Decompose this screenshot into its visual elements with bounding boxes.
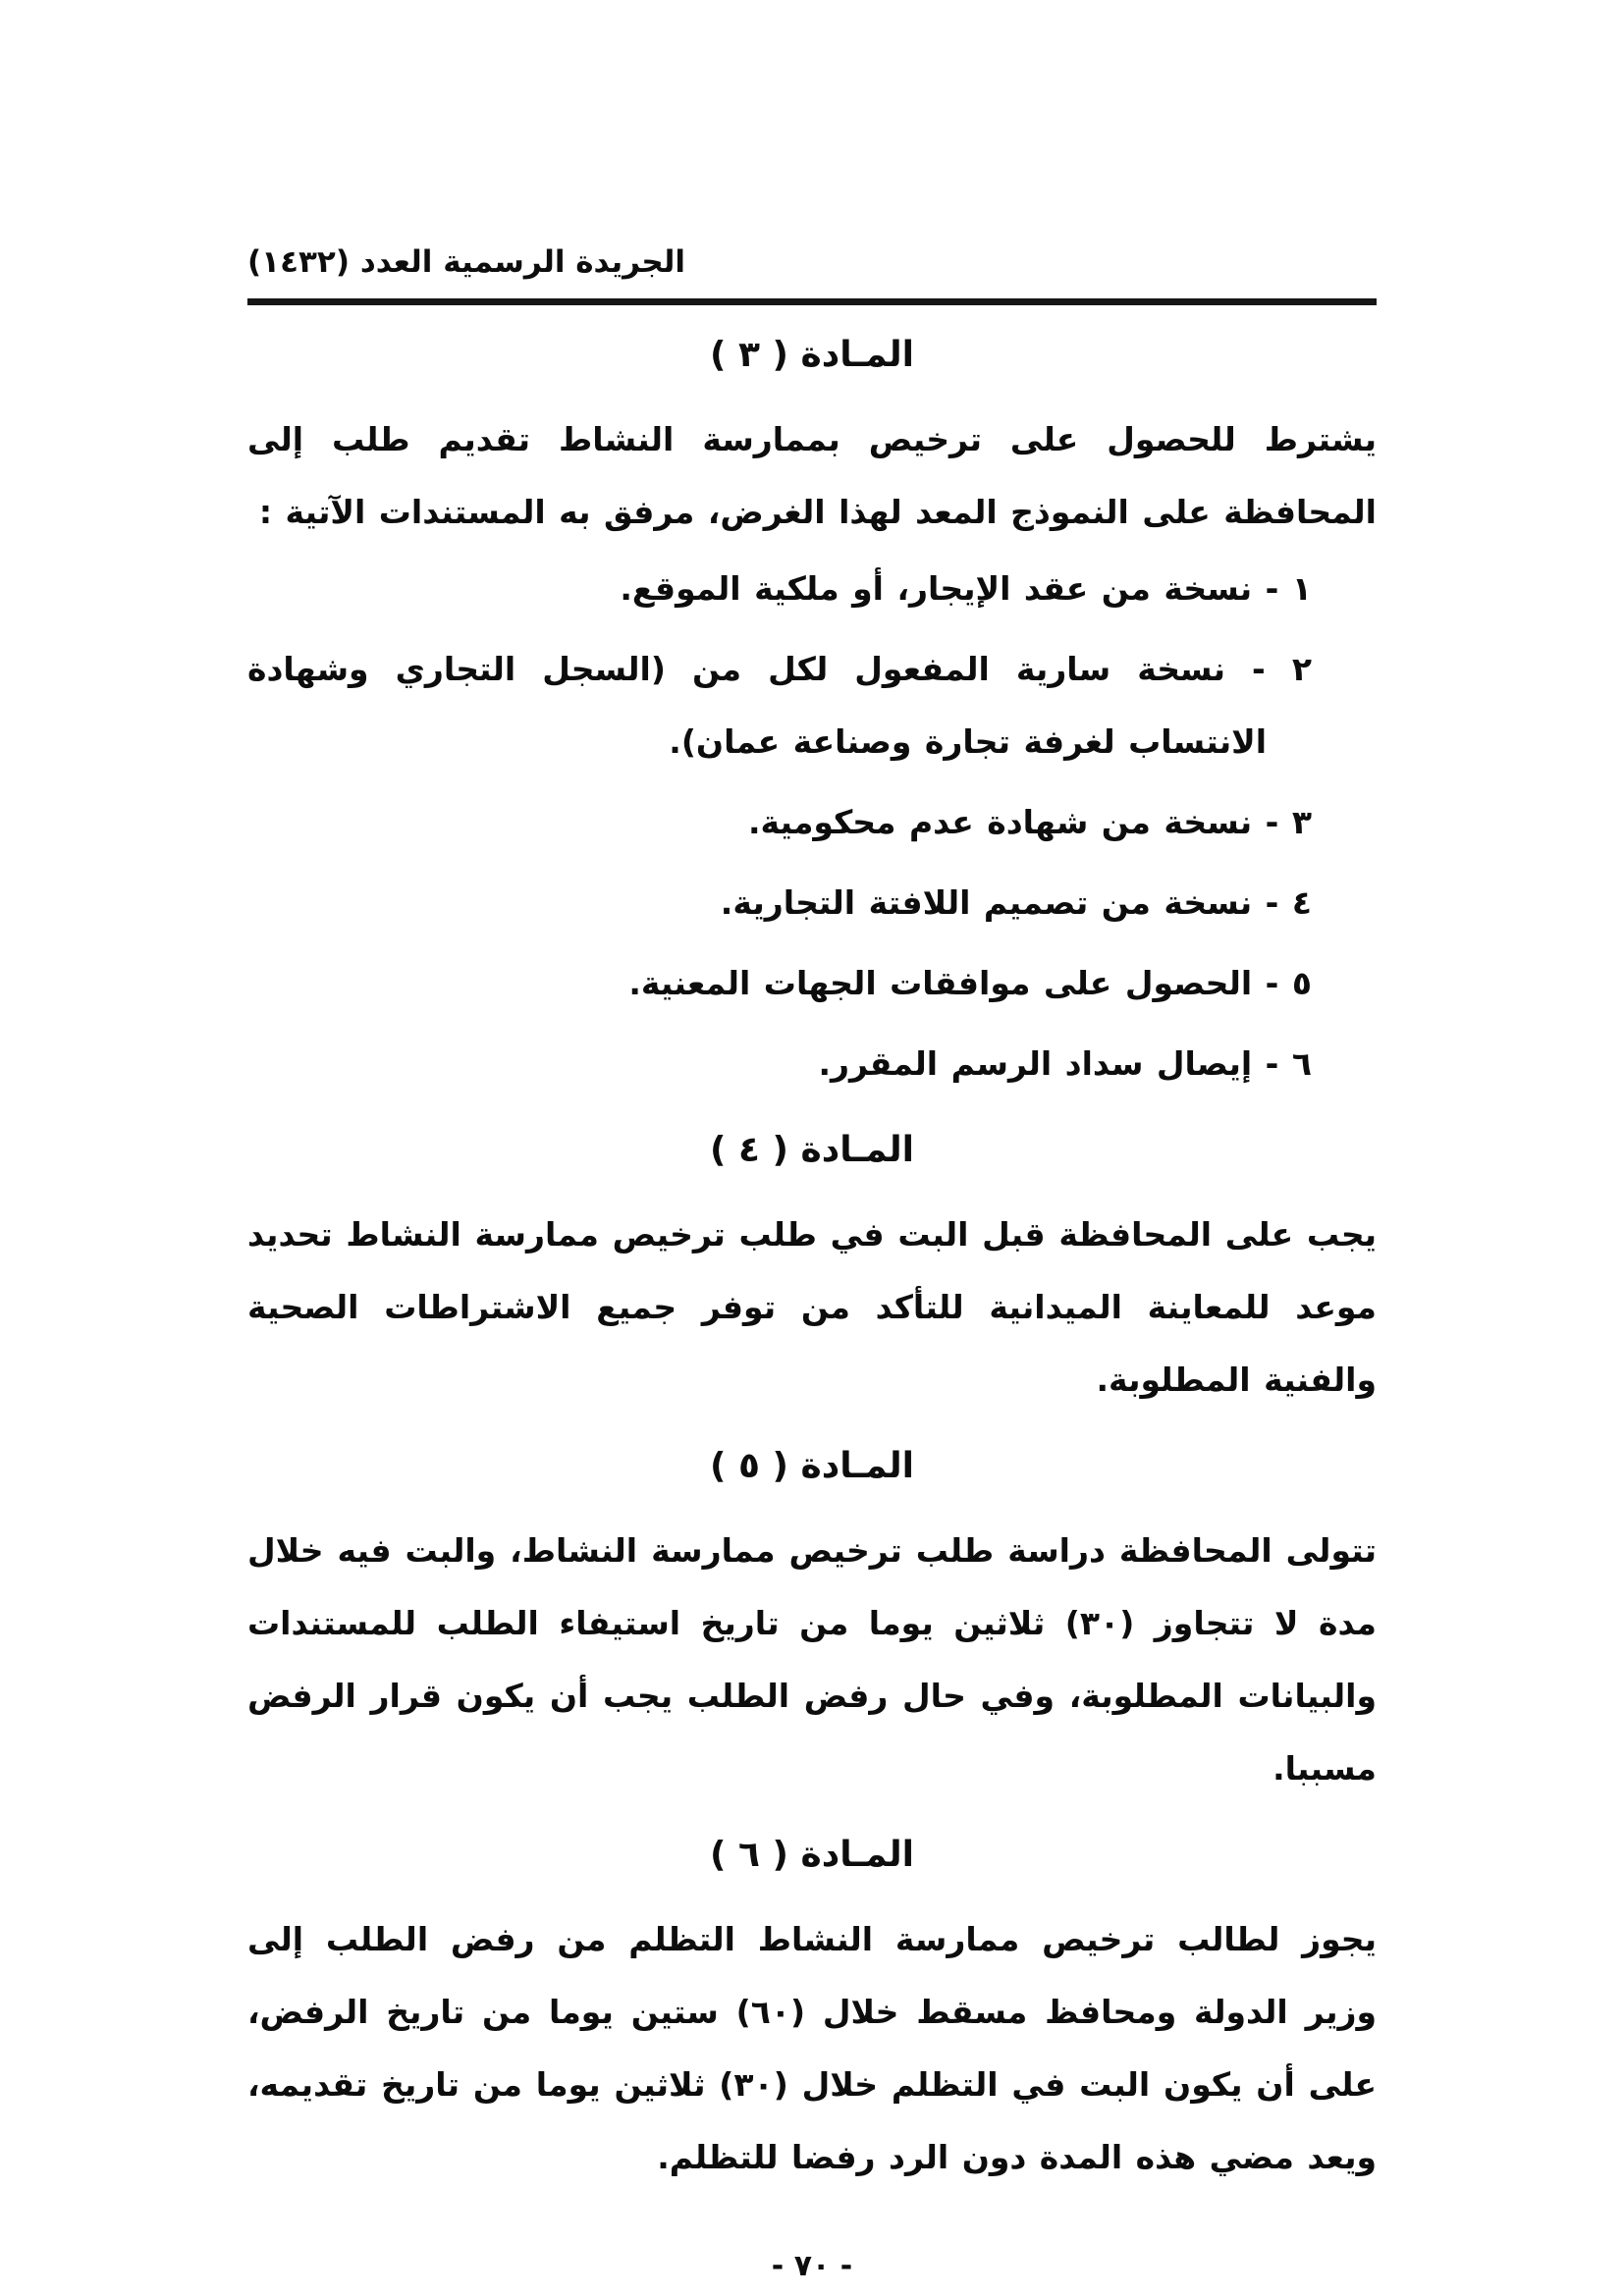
article-5 [247, 1430, 1377, 1805]
article-4 [247, 1114, 1377, 1416]
gazette-issue-label: الجريدة الرسمية العدد (١٤٣٢) [247, 244, 685, 280]
article-3-title: المـادة ( ٣ ) [709, 335, 915, 375]
article-4-title: المـادة ( ٤ ) [709, 1130, 915, 1170]
article-5-title: المـادة ( ٥ ) [709, 1446, 915, 1486]
list-item-2: ٢ - نسخة سارية المفعول لكل من (السجل التجاري وشهادة الانتساب لغرفة تجارة وصناعة عمان). [247, 650, 1312, 761]
header-rule [247, 298, 1377, 305]
article-6-body: يجوز لطالب ترخيص ممارسة النشاط التظلم من رفض الطلب إلى وزير الدولة ومحافظ مسقط خلال (٦٠) ستين يوما من تاريخ الرفض، على أن يكون البت في التظلم خلال (٣٠) ثلاثين يوما من تاريخ تقديمه، ويعد مضي هذه المدة دون الرد رفضا للتظلم. [247, 1920, 1377, 2176]
document-body [247, 319, 1377, 2194]
article-3-intro: يشترط للحصول على ترخيص بممارسة النشاط تقديم طلب إلى المحافظة على النموذج المعد لهذا الغرض، مرفق به المستندات الآتية : [247, 420, 1377, 531]
page-footer [247, 2249, 1377, 2283]
list-item-6: ٦ - إيصال سداد الرسم المقرر. [818, 1044, 1312, 1083]
list-item-1: ١ - نسخة من عقد الإيجار، أو ملكية الموقع. [620, 569, 1312, 608]
page-header [247, 241, 1377, 305]
article-6 [247, 1819, 1377, 2194]
list-item-3: ٣ - نسخة من شهادة عدم محكومية. [747, 803, 1312, 841]
list-item-5: ٥ - الحصول على موافقات الجهات المعنية. [628, 964, 1312, 1002]
article-6-title: المـادة ( ٦ ) [709, 1835, 915, 1875]
article-3-requirements-list [247, 553, 1377, 1100]
article-3 [247, 319, 1377, 1100]
article-5-body: تتولى المحافظة دراسة طلب ترخيص ممارسة النشاط، والبت فيه خلال مدة لا تتجاوز (٣٠) ثلاثين يوما من تاريخ استيفاء الطلب للمستندات والبيانات المطلوبة، وفي حال رفض الطلب يجب أن يكون قرار الرفض مسببا. [247, 1531, 1377, 1788]
page-number: - ٧٠ - [771, 2249, 853, 2283]
article-4-body: يجب على المحافظة قبل البت في طلب ترخيص ممارسة النشاط تحديد موعد للمعاينة الميدانية للتأكد من توفر جميع الاشتراطات الصحية والفنية المطلوبة. [247, 1215, 1377, 1399]
list-item-4: ٤ - نسخة من تصميم اللافتة التجارية. [720, 883, 1312, 922]
